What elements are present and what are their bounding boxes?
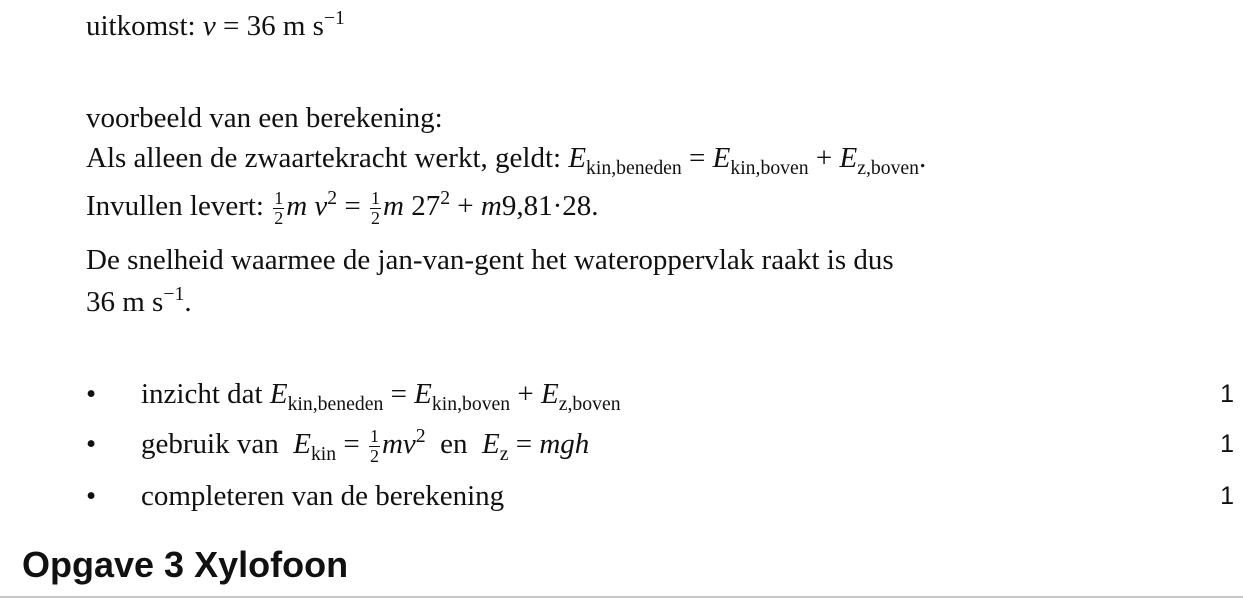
substitution-text: Invullen levert:	[86, 190, 264, 222]
kin-subscript: kin	[310, 442, 337, 465]
velocity-symbol: v	[314, 190, 328, 222]
kin-boven-subscript: kin,boven	[431, 392, 511, 415]
criterion-item	[86, 476, 1234, 516]
half-fraction	[370, 189, 381, 228]
conclusion-unit: m s	[122, 286, 164, 318]
square-exponent: 2	[415, 425, 426, 448]
energy-equation-line	[86, 140, 927, 179]
z-subscript: z	[499, 442, 509, 465]
divider	[0, 596, 1243, 598]
fraction-numerator: 1	[369, 425, 379, 446]
fraction-denominator: 2	[371, 207, 380, 228]
fraction-numerator: 1	[274, 187, 284, 208]
kin-beneden-subscript: kin,beneden	[287, 392, 384, 415]
result-line	[86, 8, 345, 44]
criterion-score: 1	[1220, 430, 1234, 458]
conclusion-unit-exponent: −1	[163, 283, 185, 306]
square-exponent: 2	[440, 187, 451, 210]
plus-sign: +	[457, 190, 474, 222]
period: .	[184, 286, 192, 318]
equals-sign: =	[344, 190, 361, 222]
bullet-icon: •	[86, 378, 97, 410]
criterion-item	[86, 424, 1234, 464]
criterion-item	[86, 374, 1234, 414]
conclusion-value-line	[86, 284, 192, 320]
z-boven-subscript: z,boven	[558, 392, 621, 415]
e-symbol: E	[269, 378, 288, 410]
result-label: uitkomst:	[86, 10, 196, 42]
e-symbol: E	[568, 142, 587, 174]
criterion-label: inzicht dat	[141, 378, 263, 410]
e-symbol: E	[541, 378, 559, 410]
e-symbol: E	[839, 142, 858, 174]
fraction-numerator: 1	[371, 187, 380, 208]
fraction-denominator: 2	[274, 207, 284, 228]
speed-above-value: 27	[411, 190, 441, 222]
result-unit: m s	[282, 10, 324, 42]
z-boven-subscript: z,boven	[857, 156, 920, 179]
bullet-icon: •	[86, 480, 97, 512]
result-unit-exponent: −1	[323, 7, 345, 30]
e-symbol: E	[414, 378, 432, 410]
gravity-height-product: 9,81·28.	[501, 190, 599, 222]
conclusion-line: De snelheid waarmee de jan-van-gent het wateroppervlak raakt is dus	[86, 244, 894, 276]
fraction-denominator: 2	[369, 445, 379, 466]
half-fraction	[369, 427, 380, 466]
mass-symbol: m	[286, 190, 308, 222]
equals-sign: =	[222, 10, 240, 42]
criterion-score: 1	[1220, 482, 1234, 510]
e-symbol: E	[712, 142, 731, 174]
equals-sign: =	[343, 428, 360, 460]
energy-text: Als alleen de zwaartekracht werkt, geldt:	[86, 142, 562, 174]
example-intro: voorbeeld van een berekening:	[86, 102, 443, 134]
criterion-text	[141, 424, 589, 466]
kin-boven-subscript: kin,boven	[730, 156, 809, 179]
period: .	[919, 142, 927, 174]
mass-symbol: m	[480, 190, 502, 222]
equals-sign: =	[390, 378, 407, 410]
half-fraction	[273, 189, 284, 228]
e-symbol: E	[482, 428, 500, 460]
velocity-symbol: v	[202, 10, 216, 42]
result-value: 36	[246, 10, 276, 42]
mass-symbol: m	[382, 190, 404, 222]
bullet-icon: •	[86, 428, 97, 460]
criterion-score: 1	[1220, 380, 1234, 408]
plus-sign: +	[815, 142, 833, 174]
e-symbol: E	[293, 428, 311, 460]
and-word: en	[440, 428, 468, 460]
equals-sign: =	[515, 428, 533, 460]
mass-symbol: m	[381, 428, 403, 460]
plus-sign: +	[517, 378, 534, 410]
criterion-text: completeren van de berekening	[141, 480, 505, 512]
equals-sign: =	[689, 142, 706, 174]
kin-beneden-subscript: kin,beneden	[586, 156, 682, 179]
criterion-label: gebruik van	[141, 428, 279, 460]
square-exponent: 2	[327, 187, 338, 210]
mgh-expression: mgh	[539, 428, 590, 460]
velocity-symbol: v	[402, 428, 416, 460]
conclusion-value: 36	[86, 286, 115, 318]
criterion-text	[141, 374, 621, 414]
substitution-line	[86, 188, 599, 228]
section-heading: Opgave 3 Xylofoon	[22, 544, 349, 585]
